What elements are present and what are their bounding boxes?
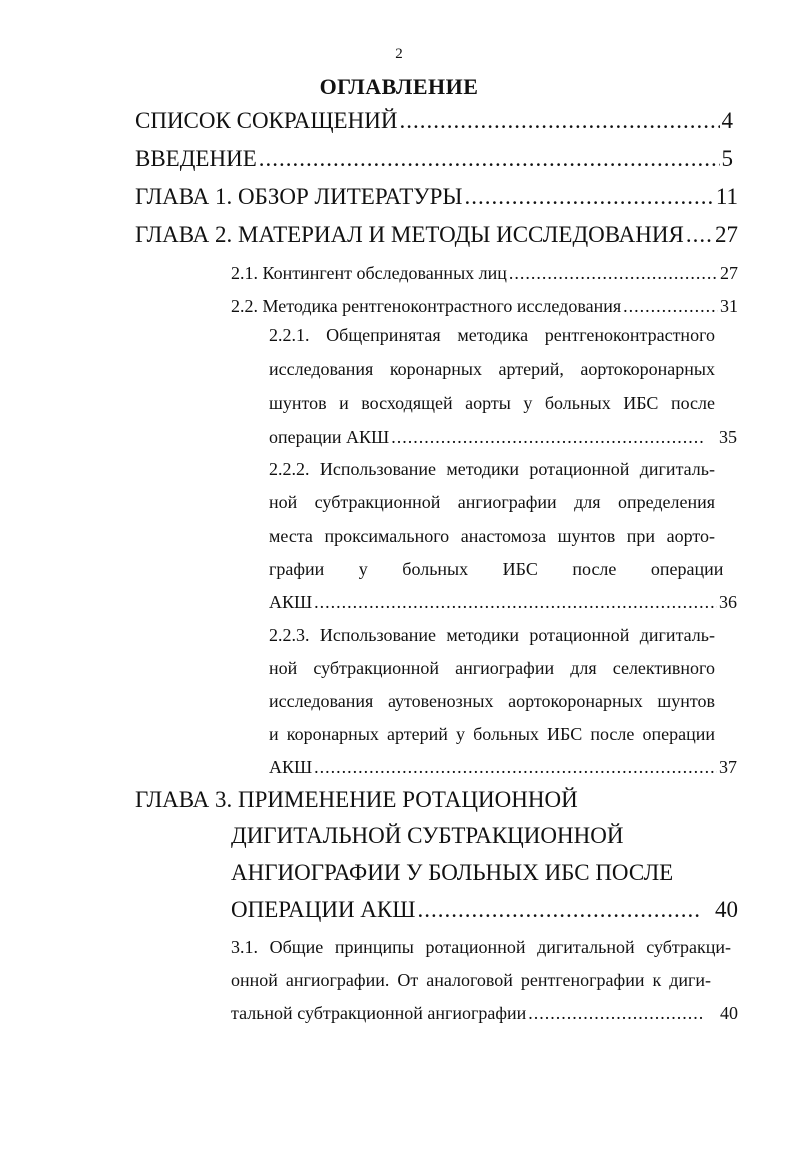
toc-line: шунтов и восходящей аорты у больных ИБС после: [269, 393, 715, 413]
toc-label: 2.1. Контингент обследованных лиц: [231, 263, 507, 283]
toc-page: 40: [720, 1003, 738, 1023]
toc-label: ГЛАВА 1. ОБЗОР ЛИТЕРАТУРЫ: [135, 184, 463, 209]
toc-line: 2.2.3. Использование методики ротационной дигиталь-: [269, 625, 715, 645]
toc-entry-chapter-3-line-1[interactable]: ГЛАВА 3. ПРИМЕНЕНИЕ РОТАЦИОННОЙ: [135, 787, 578, 812]
toc-line: графии у больных ИБС после операции: [269, 559, 724, 579]
toc-line: ной субтракционной ангиографии для селективного: [269, 658, 715, 678]
toc-line: исследования коронарных артерий, аортокоронарных: [269, 359, 715, 379]
toc-page: 35: [719, 427, 737, 447]
toc-page: 27: [715, 222, 738, 247]
toc-page: 4: [721, 108, 733, 133]
toc-label: 2.2. Методика рентгеноконтрастного исследования: [231, 296, 622, 316]
toc-entry-introduction[interactable]: [135, 146, 733, 172]
toc-entry-chapter-2[interactable]: [135, 222, 738, 248]
toc-leader: [528, 1003, 704, 1024]
toc-last-line: [269, 592, 737, 613]
toc-leader: [509, 263, 718, 284]
toc-entry-2-1[interactable]: [231, 263, 738, 284]
toc-line: ДИГИТАЛЬНОЙ СУБТРАКЦИОННОЙ: [231, 823, 624, 848]
toc-leader: [686, 222, 713, 248]
toc-leader: [391, 427, 703, 448]
toc-line: 3.1. Общие принципы ротационной дигитальной субтракци-: [231, 937, 731, 957]
toc-label: ОПЕРАЦИИ АКШ: [231, 897, 416, 922]
page-number: 2: [395, 46, 403, 62]
toc-label: операции АКШ: [269, 427, 390, 447]
toc-entry-abbreviations[interactable]: [135, 108, 733, 134]
toc-page: 11: [715, 184, 738, 209]
page-title: ОГЛАВЛЕНИЕ: [319, 74, 479, 99]
toc-line: АНГИОГРАФИИ У БОЛЬНЫХ ИБС ПОСЛЕ: [231, 860, 674, 885]
toc-label: АКШ: [269, 757, 313, 777]
toc-line: 2.2.2. Использование методики ротационной дигиталь-: [269, 459, 715, 479]
toc-line: и коронарных артерий у больных ИБС после операции: [269, 724, 715, 744]
toc-page: 40: [715, 897, 738, 922]
toc-leader: [623, 296, 718, 317]
toc-page: 27: [720, 263, 738, 283]
toc-label: тальной субтракционной ангиографии: [231, 1003, 527, 1023]
toc-entry-chapter-3-last[interactable]: [231, 897, 738, 923]
toc-entry-2-2[interactable]: [231, 296, 738, 317]
toc-label: АКШ: [269, 592, 313, 612]
toc-leader: [399, 108, 719, 134]
toc-leader: [259, 146, 720, 172]
toc-page: 31: [720, 296, 738, 316]
toc-entry-chapter-1[interactable]: [135, 184, 738, 210]
toc-line: ной субтракционной ангиографии для определения: [269, 492, 715, 512]
toc-last-line: [231, 1003, 738, 1024]
toc-leader: [314, 757, 717, 778]
toc-leader: [417, 897, 701, 923]
toc-leader: [464, 184, 713, 210]
toc-page: 36: [719, 592, 737, 612]
toc-line: 2.2.1. Общепринятая методика рентгеноконтрастного: [269, 325, 715, 345]
toc-label: ГЛАВА 2. МАТЕРИАЛ И МЕТОДЫ ИССЛЕДОВАНИЯ: [135, 222, 684, 247]
toc-page: 5: [721, 146, 733, 171]
toc-page: 37: [719, 757, 737, 777]
toc-line: исследования аутовенозных аортокоронарных шунтов: [269, 691, 715, 711]
toc-line: онной ангиографии. От аналоговой рентгенографии к диги-: [231, 970, 711, 990]
toc-last-line: [269, 757, 737, 778]
toc-last-line: [269, 427, 737, 448]
toc-label: СПИСОК СОКРАЩЕНИЙ: [135, 108, 398, 133]
toc-line: места проксимального анастомоза шунтов при аорто-: [269, 526, 715, 546]
toc-leader: [314, 592, 717, 613]
toc-label: ВВЕДЕНИЕ: [135, 146, 257, 171]
